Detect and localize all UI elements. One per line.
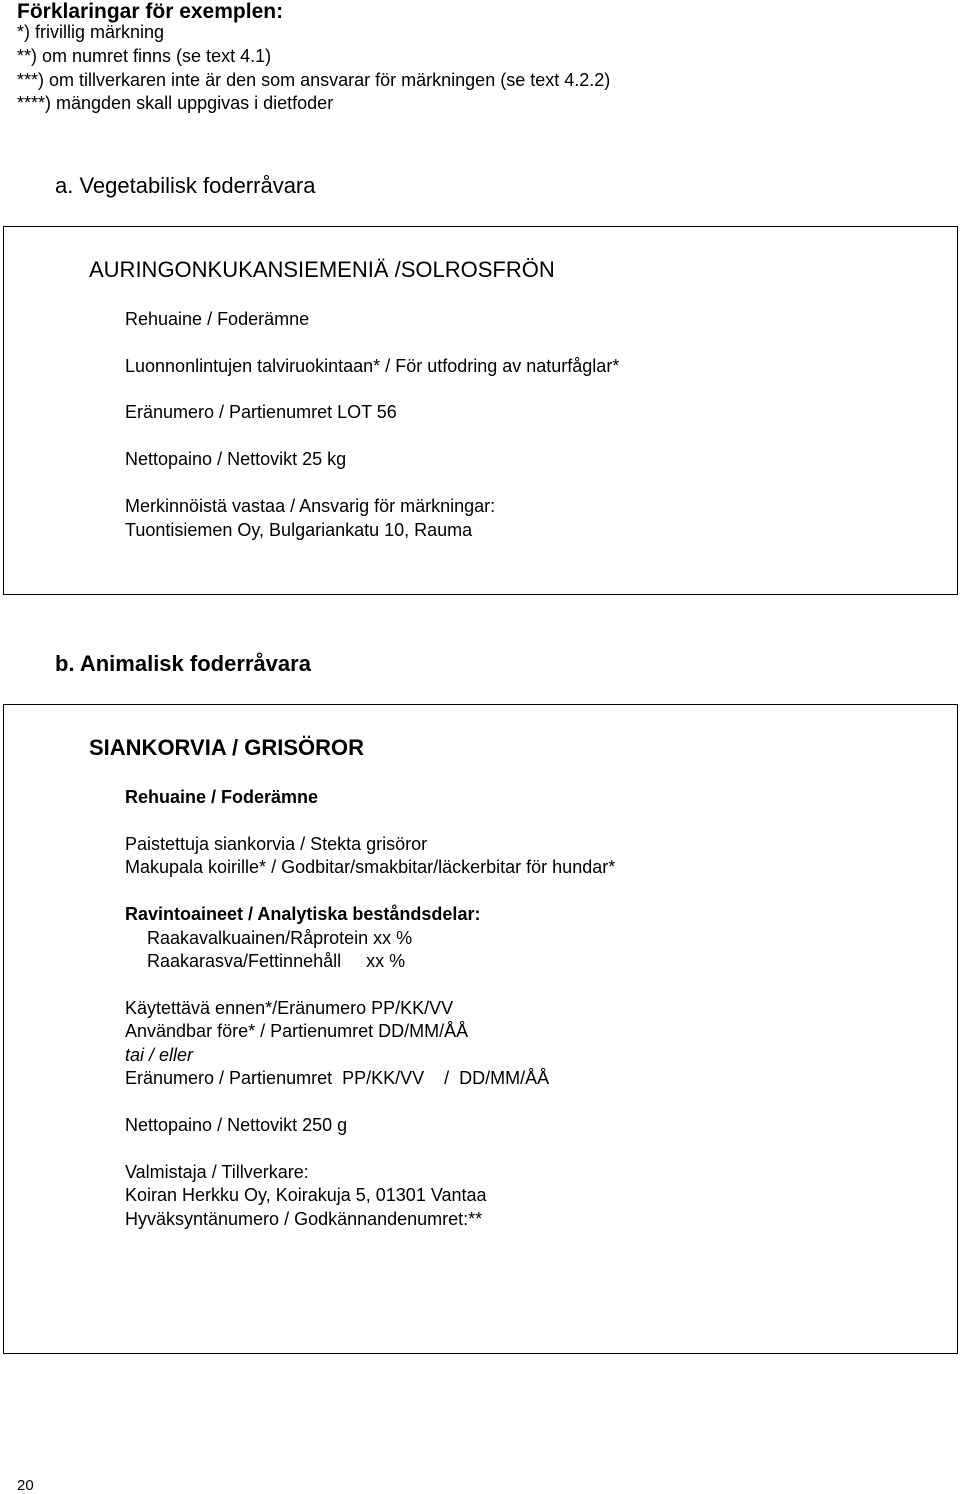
- responsible-value: Tuontisiemen Oy, Bulgariankatu 10, Rauma: [125, 520, 473, 540]
- protein-value: Raakavalkuainen/Råprotein xx %: [147, 928, 413, 948]
- responsible-label: Merkinnöistä vastaa / Ansvarig för märkningar:: [125, 496, 496, 516]
- product-use: Luonnonlintujen talviruokintaan* / För utfodring av naturfåglar*: [125, 356, 620, 376]
- product-name: AURINGONKUKANSIEMENIÄ /SOLROSFRÖN: [89, 257, 555, 282]
- best-before: Användbar före* / Partienumret DD/MM/ÅÅ: [125, 1021, 469, 1041]
- legend-item: ***) om tillverkaren inte är den som ansvarar för märkningen (se text 4.2.2): [17, 70, 611, 90]
- legend-item: *) frivillig märkning: [17, 22, 165, 42]
- net-weight: Nettopaino / Nettovikt 25 kg: [125, 449, 347, 469]
- batch-number: Eränumero / Partienumret LOT 56: [125, 402, 397, 422]
- fat-value: Raakarasva/Fettinnehåll xx %: [147, 951, 406, 971]
- best-before: Käytettävä ennen*/Eränumero PP/KK/VV: [125, 998, 454, 1018]
- page-number: 20: [17, 1477, 34, 1494]
- product-category: Rehuaine / Foderämne: [125, 309, 310, 329]
- section-a-title: a. Vegetabilisk foderråvara: [55, 173, 316, 198]
- approval-number: Hyväksyntänumero / Godkännandenumret:**: [125, 1209, 483, 1229]
- manufacturer-label: Valmistaja / Tillverkare:: [125, 1162, 309, 1182]
- legend-item: **) om numret finns (se text 4.1): [17, 46, 272, 66]
- or-separator: tai / eller: [125, 1045, 194, 1065]
- manufacturer-value: Koiran Herkku Oy, Koirakuja 5, 01301 Vantaa: [125, 1185, 487, 1205]
- section-b-title: b. Animalisk foderråvara: [55, 651, 311, 676]
- batch-alternative: Eränumero / Partienumret PP/KK/VV / DD/MM/ÅÅ: [125, 1068, 550, 1088]
- product-description: Makupala koirille* / Godbitar/smakbitar/läckerbitar för hundar*: [125, 857, 616, 877]
- product-name: SIANKORVIA / GRISÖROR: [89, 735, 365, 760]
- legend-item: ****) mängden skall uppgivas i dietfoder: [17, 93, 334, 113]
- label-example-a: [3, 226, 958, 595]
- product-category: Rehuaine / Foderämne: [125, 787, 319, 807]
- net-weight: Nettopaino / Nettovikt 250 g: [125, 1115, 348, 1135]
- label-example-b: [3, 704, 958, 1354]
- product-description: Paistettuja siankorvia / Stekta grisöror: [125, 834, 428, 854]
- analytical-label: Ravintoaineet / Analytiska beståndsdelar:: [125, 904, 481, 924]
- legend-title: Förklaringar för exemplen:: [17, 0, 284, 23]
